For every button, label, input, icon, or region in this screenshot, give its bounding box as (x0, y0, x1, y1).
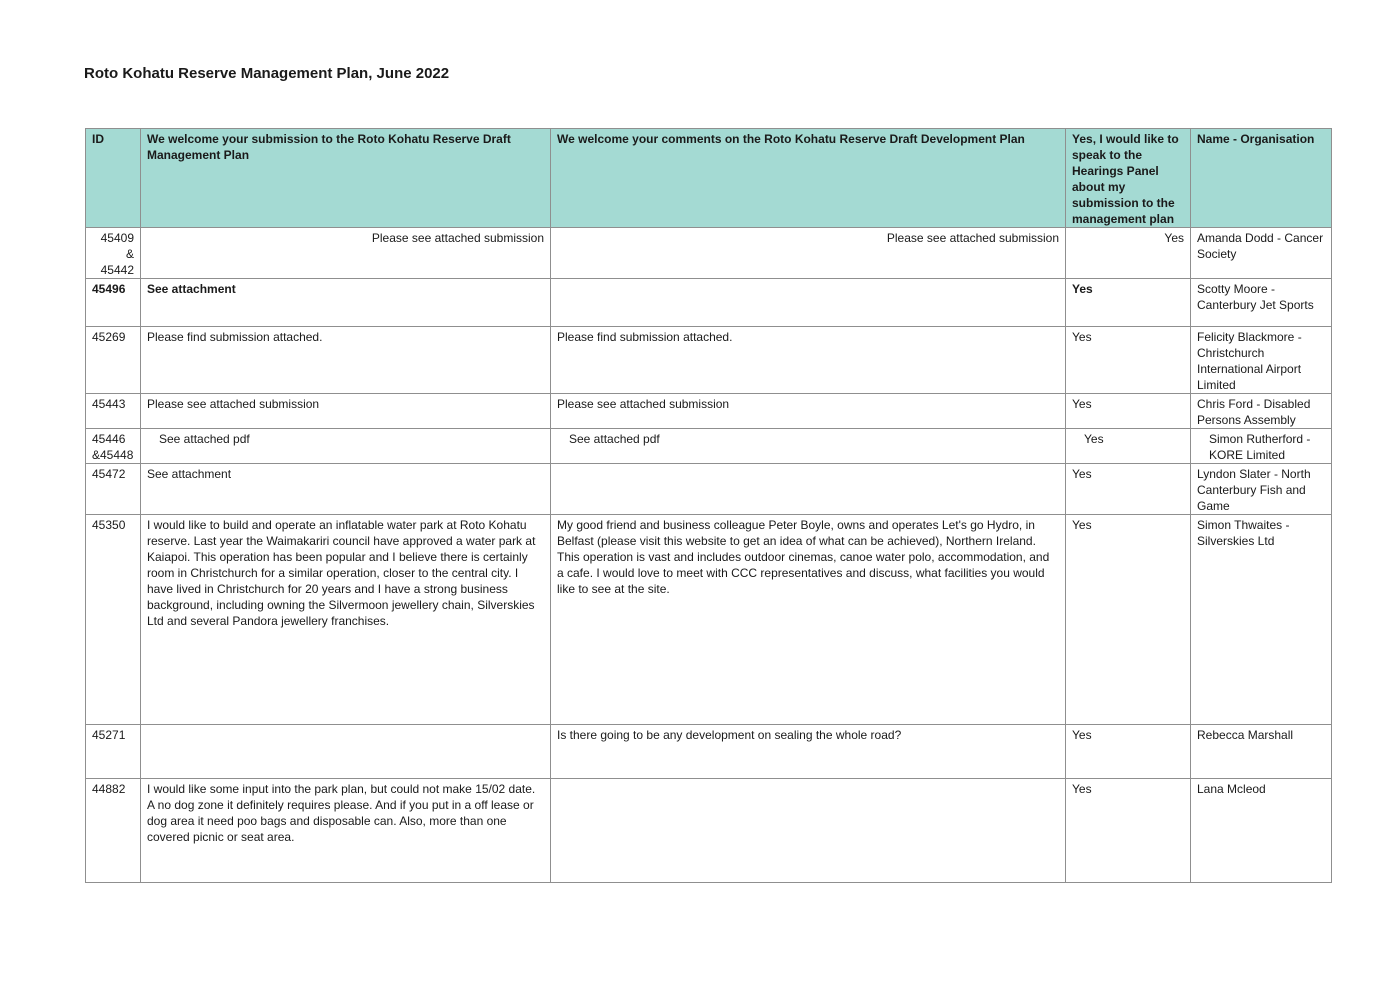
cell-name: Lana Mcleod (1191, 779, 1332, 883)
cell-name: Simon Thwaites - Silverskies Ltd (1191, 515, 1332, 725)
cell-name: Rebecca Marshall (1191, 725, 1332, 779)
cell-name: Lyndon Slater - North Canterbury Fish and Game (1191, 464, 1332, 515)
cell-id: 45446 &45448 (86, 429, 141, 464)
cell-id: 45409 & 45442 (86, 228, 141, 279)
cell-speak: Yes (1066, 327, 1191, 394)
cell-development-plan: My good friend and business colleague Peter Boyle, owns and operates Let's go Hydro, in Belfast (please visit this website to get an idea of what can be achieved), Northern Ireland. This operation is vast and includes outdoor cinemas, canoe water polo, accommodation, and a cafe. I would love to meet with CCC representatives and discuss, what facilities you would like to see at the site. (551, 515, 1066, 725)
cell-management-plan (141, 725, 551, 779)
cell-id: 45271 (86, 725, 141, 779)
cell-name: Felicity Blackmore - Christchurch International Airport Limited (1191, 327, 1332, 394)
table-row (86, 327, 1332, 394)
document-title: Roto Kohatu Reserve Management Plan, June 2022 (84, 65, 450, 82)
table-row (86, 228, 1332, 279)
cell-development-plan (551, 464, 1066, 515)
cell-development-plan (551, 279, 1066, 327)
table-row (86, 429, 1332, 464)
header-management-plan: We welcome your submission to the Roto Kohatu Reserve Draft Management Plan (141, 129, 551, 228)
cell-name: Chris Ford - Disabled Persons Assembly (1191, 394, 1332, 429)
cell-management-plan: I would like to build and operate an inflatable water park at Roto Kohatu reserve. Last year the Waimakariri council have approved a water park at Kaiapoi. This operation has been popular and I believe there is certainly room in Christchurch for a similar operation, closer to the central city. I have lived in Christchurch for 20 years and I have a strong business background, including owning the Silvermoon jewellery chain, Silverskies Ltd and several Pandora jewellery franchises. (141, 515, 551, 725)
cell-management-plan: Please see attached submission (141, 394, 551, 429)
header-development-plan: We welcome your comments on the Roto Kohatu Reserve Draft Development Plan (551, 129, 1066, 228)
header-id: ID (86, 129, 141, 228)
cell-management-plan: I would like some input into the park plan, but could not make 15/02 date. A no dog zone it definitely requires please. And if you put in a off lease or dog area it need poo bags and disposable can. Also, more than one covered picnic or seat area. (141, 779, 551, 883)
cell-name: Simon Rutherford - KORE Limited (1191, 429, 1332, 464)
cell-speak: Yes (1066, 725, 1191, 779)
cell-management-plan: See attachment (141, 464, 551, 515)
table-row (86, 725, 1332, 779)
cell-speak: Yes (1066, 515, 1191, 725)
cell-development-plan: Is there going to be any development on sealing the whole road? (551, 725, 1066, 779)
cell-id: 45443 (86, 394, 141, 429)
table-row (86, 279, 1332, 327)
cell-development-plan (551, 779, 1066, 883)
cell-speak: Yes (1066, 464, 1191, 515)
cell-speak: Yes (1066, 394, 1191, 429)
cell-id: 45350 (86, 515, 141, 725)
cell-id: 45269 (86, 327, 141, 394)
cell-development-plan: See attached pdf (551, 429, 1066, 464)
table-row (86, 779, 1332, 883)
cell-management-plan: Please see attached submission (141, 228, 551, 279)
table-row (86, 464, 1332, 515)
cell-speak: Yes (1066, 228, 1191, 279)
cell-name: Scotty Moore - Canterbury Jet Sports (1191, 279, 1332, 327)
table-row (86, 515, 1332, 725)
cell-id: 44882 (86, 779, 141, 883)
table-header-row (86, 129, 1332, 228)
table-row (86, 394, 1332, 429)
cell-speak: Yes (1066, 779, 1191, 883)
cell-id: 45496 (86, 279, 141, 327)
cell-management-plan: Please find submission attached. (141, 327, 551, 394)
cell-development-plan: Please find submission attached. (551, 327, 1066, 394)
header-speak: Yes, I would like to speak to the Hearings Panel about my submission to the management plan (1066, 129, 1191, 228)
cell-speak: Yes (1066, 279, 1191, 327)
cell-management-plan: See attached pdf (141, 429, 551, 464)
submissions-table (85, 128, 1332, 883)
header-name: Name - Organisation (1191, 129, 1332, 228)
cell-development-plan: Please see attached submission (551, 394, 1066, 429)
cell-name: Amanda Dodd - Cancer Society (1191, 228, 1332, 279)
cell-management-plan: See attachment (141, 279, 551, 327)
cell-speak: Yes (1066, 429, 1191, 464)
cell-development-plan: Please see attached submission (551, 228, 1066, 279)
cell-id: 45472 (86, 464, 141, 515)
